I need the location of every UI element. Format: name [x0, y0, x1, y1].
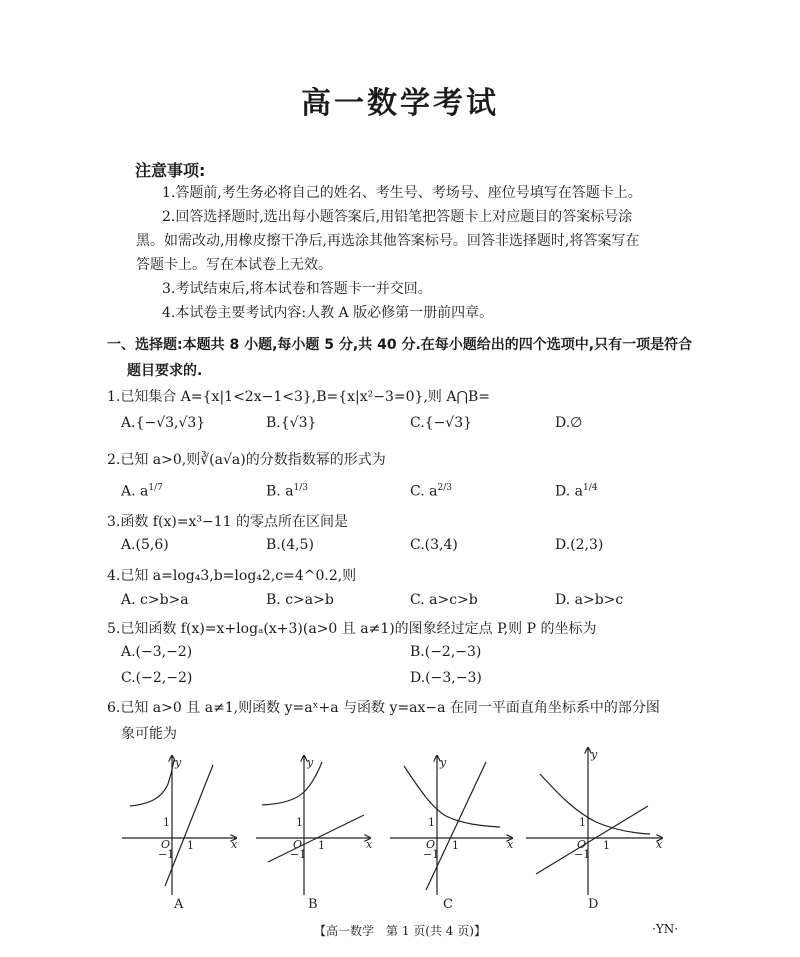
- tick-one-x: 1: [318, 839, 325, 852]
- tick-neg-one: −1: [574, 848, 591, 861]
- tick-one-x: 1: [187, 839, 194, 852]
- notice-item-2: 2.回答选择题时,选出每小题答案后,用铅笔把答题卡上对应题目的答案标号涂: [162, 209, 633, 225]
- graph-label-a: A: [174, 897, 184, 912]
- question-4-option-d: D. a>b>c: [555, 592, 624, 608]
- question-6-stem-cont: 象可能为: [121, 726, 177, 742]
- question-3-option-c: C.(3,4): [410, 537, 458, 553]
- axis-label-y: y: [440, 756, 447, 769]
- graph-d: [526, 748, 662, 895]
- exp-curve: [130, 760, 174, 806]
- graph-label-c: C: [443, 897, 453, 912]
- origin-label: O: [426, 838, 436, 851]
- exp-curve: [540, 774, 650, 834]
- tick-one-y: 1: [428, 816, 435, 829]
- option-label: C. a: [410, 483, 438, 500]
- question-3-option-b: B.(4,5): [266, 537, 314, 553]
- question-2-radical: ∛(a√a): [200, 452, 246, 468]
- question-1-option-b: B.{√3}: [266, 415, 317, 431]
- question-2-stem-post: 的分数指数幂的形式为: [245, 452, 386, 468]
- axis-label-y: y: [307, 756, 314, 769]
- graph-label-b: B: [308, 897, 318, 912]
- question-3-stem: 3.函数 f(x)=x³−11 的零点所在区间是: [107, 514, 349, 530]
- question-5-stem: 5.已知函数 f(x)=x+logₐ(x+3)(a>0 且 a≠1)的图象经过定点 P,则 P 的坐标为: [107, 621, 597, 637]
- notice-heading: 注意事项:: [135, 161, 206, 180]
- origin-label: O: [577, 838, 587, 851]
- axis-label-x: x: [507, 838, 514, 851]
- section-heading: 一、选择题:本题共 8 小题,每小题 5 分,共 40 分.在每小题给出的四个选项中,只有一项是符合: [107, 337, 693, 353]
- exponent: 1/4: [582, 483, 598, 493]
- section-heading-cont: 题目要求的.: [127, 363, 203, 379]
- axis-label-x: x: [366, 838, 373, 851]
- notice-item-3: 3.考试结束后,将本试卷和答题卡一并交回。: [162, 281, 432, 297]
- exponent: 1/3: [293, 483, 309, 493]
- question-5-option-b: B.(−2,−3): [410, 644, 482, 660]
- question-1-stem: 1.已知集合 A={x|1<2x−1<3},B={x|x²−3=0},则 A⋂B=: [107, 389, 490, 405]
- line-graph: [536, 806, 648, 874]
- graph-a: [122, 756, 236, 895]
- tick-neg-one: −1: [290, 848, 307, 861]
- question-5-option-a: A.(−3,−2): [121, 644, 193, 660]
- option-label: D. a: [555, 483, 583, 500]
- origin-label: O: [161, 838, 171, 851]
- page-footer: 【高一数学 第 1 页(共 4 页)】: [314, 924, 486, 938]
- axis-label-x: x: [656, 838, 663, 851]
- graph-label-d: D: [588, 897, 599, 912]
- tick-one-y: 1: [296, 816, 303, 829]
- origin-label: O: [293, 838, 303, 851]
- option-label: A. a: [121, 483, 149, 500]
- question-3-option-a: A.(5,6): [121, 537, 169, 553]
- graph-b: [256, 756, 370, 895]
- question-5-option-d: D.(−3,−3): [410, 670, 482, 686]
- question-4-option-c: C. a>c>b: [410, 592, 478, 608]
- tick-neg-one: −1: [158, 848, 175, 861]
- notice-item-4: 4.本试卷主要考试内容:人教 A 版必修第一册前四章。: [162, 305, 494, 321]
- notice-item-2-end: 答题卡上。写在本试卷上无效。: [136, 257, 332, 273]
- tick-one-y: 1: [579, 816, 586, 829]
- exp-curve: [404, 766, 500, 827]
- question-4-option-a: A. c>b>a: [121, 592, 189, 608]
- axis-label-x: x: [231, 838, 238, 851]
- exam-title: 高一数学考试: [301, 86, 499, 121]
- tick-one-y: 1: [163, 816, 170, 829]
- notice-item-1: 1.答题前,考生务必将自己的姓名、考生号、考场号、座位号填写在答题卡上。: [162, 185, 642, 201]
- question-6-stem: 6.已知 a>0 且 a≠1,则函数 y=aˣ+a 与函数 y=ax−a 在同一平面直角坐标系中的部分图: [107, 700, 660, 716]
- exponent: 1/7: [148, 483, 163, 493]
- question-1-option-a: A.{−√3,√3}: [121, 415, 206, 431]
- line-graph: [426, 762, 486, 890]
- question-4-option-b: B. c>a>b: [266, 592, 334, 608]
- question-3-option-d: D.(2,3): [555, 537, 604, 553]
- tick-neg-one: −1: [423, 848, 440, 861]
- exponent: 2/3: [437, 483, 452, 493]
- question-1-option-c: C.{−√3}: [410, 415, 473, 431]
- axis-label-y: y: [175, 756, 182, 769]
- question-4-stem: 4.已知 a=log₄3,b=log₄2,c=4^0.2,则: [107, 568, 357, 584]
- notice-item-2-cont: 黑。如需改动,用橡皮擦干净后,再选涂其他答案标号。回答非选择题时,将答案写在: [136, 233, 640, 249]
- option-label: B. a: [266, 483, 294, 500]
- axis-label-y: y: [591, 748, 598, 761]
- tick-one-x: 1: [603, 839, 610, 852]
- question-1-option-d: D.∅: [555, 415, 583, 431]
- graph-c: [390, 756, 512, 895]
- question-5-option-c: C.(−2,−2): [121, 670, 193, 686]
- question-2-stem-pre: 2.已知 a>0,则: [107, 452, 201, 468]
- footer-mark: ·YN·: [652, 922, 679, 936]
- tick-one-x: 1: [452, 839, 459, 852]
